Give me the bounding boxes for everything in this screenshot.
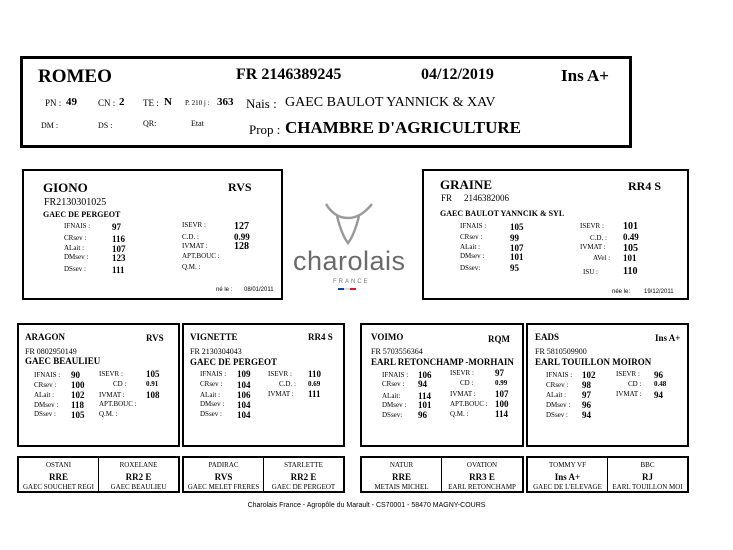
stat-label: ISEVR : — [99, 370, 123, 378]
stat-label: CD : — [628, 380, 642, 388]
stat-value: 118 — [71, 400, 85, 410]
stat-value: 97 — [495, 368, 504, 378]
stat-label: C.D. : — [182, 233, 199, 241]
stat-label: IFNAIS : — [34, 371, 61, 379]
sire-born: 08/01/2011 — [244, 287, 274, 293]
dam-stats — [424, 221, 687, 281]
ggp-code: RRE — [391, 472, 411, 482]
stat-value: 101 — [418, 400, 432, 410]
stat-value: 99 — [510, 233, 519, 243]
stat-label: APT.BOUC : — [450, 400, 488, 408]
grandparent-breeder: GAEC DE PERGEOT — [190, 357, 278, 367]
stat-value: 110 — [308, 369, 322, 379]
charolais-logo — [288, 196, 410, 296]
stat-value: 101 — [623, 253, 637, 263]
stat-value: 97 — [112, 222, 121, 232]
grandparent-grade: RVS — [146, 333, 164, 343]
stat-value: 109 — [237, 369, 251, 379]
grandparent-card-eads — [526, 323, 689, 447]
stat-value: 101 — [623, 221, 638, 232]
stat-value: 96 — [654, 370, 663, 380]
stat-label: IFNAIS : — [200, 370, 227, 378]
grandparent-name: ARAGON — [25, 332, 65, 342]
page-footer: Charolais France - Agropôle du Marault - CS70001 - 58470 MAGNY-COURS — [247, 502, 486, 509]
ggp-code: RVS — [214, 472, 233, 482]
great-grandparent-cell — [99, 458, 178, 491]
bull-head-icon — [288, 196, 410, 246]
stat-label: CRsev : — [382, 380, 405, 388]
stat-label: ALait : — [34, 391, 55, 399]
dam-grade: RR4 S — [628, 179, 662, 193]
logo-text: charolais — [293, 246, 406, 276]
stat-label: Q.M. : — [450, 410, 469, 418]
stat-value: 105 — [623, 243, 638, 254]
great-grandparent-cell — [19, 458, 99, 491]
p210-value: 363 — [217, 96, 234, 108]
ggp-code: RRE — [48, 472, 68, 482]
ds-label: DS : — [98, 121, 113, 130]
dm-label: DM : — [41, 121, 59, 130]
stat-label: CD : — [113, 380, 127, 388]
stat-label: ALait: — [382, 392, 401, 400]
grandparent-breeder: EARL RETONCHAMP -MORHAIN — [371, 357, 514, 367]
logo-subtext: FRANCE — [333, 279, 370, 285]
sire-born-label: né le : — [216, 287, 233, 293]
sire-card — [22, 169, 283, 300]
stat-value: 104 — [237, 380, 251, 390]
great-grandparents-group — [17, 456, 180, 493]
stat-label: ISU : — [583, 268, 598, 276]
ggp-owner: GAEC MELET FRERES — [187, 483, 260, 491]
stat-label: IVMAT : — [580, 243, 606, 251]
sire-id: FR2130301025 — [44, 197, 107, 208]
grandparent-name: EADS — [535, 332, 560, 342]
ggp-owner: GAEC DE L'ELEVAGE — [533, 483, 602, 491]
stat-label: ISEVR : — [450, 369, 474, 377]
stat-label: CRsev : — [34, 381, 57, 389]
grandparent-name: VIGNETTE — [190, 332, 238, 342]
grandparent-id: FR 2130304043 — [190, 347, 242, 356]
stat-value: 111 — [112, 265, 125, 275]
stat-value: 0.48 — [654, 380, 667, 388]
prop-value: CHAMBRE D'AGRICULTURE — [285, 118, 521, 137]
stat-label: C.D. : — [590, 234, 607, 242]
stat-label: APT.BOUC : — [99, 400, 137, 408]
ggp-owner: METAIS MICHEL — [374, 483, 429, 491]
stat-value: 94 — [418, 379, 427, 389]
stat-label: ALait : — [64, 244, 85, 252]
stat-value: 98 — [582, 380, 591, 390]
great-grandparent-cell — [264, 458, 343, 491]
ggp-name: ROXELANE — [119, 461, 158, 469]
ggp-name: PADIRAC — [208, 461, 239, 469]
stat-value: 106 — [237, 390, 251, 400]
ggp-code: RR2 E — [290, 472, 317, 482]
ggp-owner: EARL TOUILLON MOI — [612, 483, 683, 491]
stat-label: ALait : — [546, 391, 567, 399]
cn-value: 2 — [119, 96, 125, 108]
stat-label: CRsev : — [460, 233, 483, 241]
stat-value: 116 — [112, 234, 126, 244]
stat-label: IVMAT : — [450, 390, 476, 398]
great-grandparent-cell — [608, 458, 687, 491]
stat-label: DSsev : — [34, 410, 56, 418]
stat-value: 0.49 — [623, 232, 639, 242]
stat-value: 95 — [510, 263, 519, 273]
grandparent-breeder: GAEC BEAULIEU — [25, 356, 101, 366]
stat-value: 90 — [71, 370, 80, 380]
sire-grade: RVS — [228, 180, 252, 194]
stat-value: 107 — [112, 244, 126, 254]
grandparent-name: VOIMO — [371, 332, 404, 342]
stat-label: IFNAIS : — [546, 371, 573, 379]
grandparent-grade: RQM — [488, 334, 510, 344]
stat-value: 111 — [308, 389, 321, 399]
ggp-name: OSTANI — [45, 461, 72, 469]
stat-label: DMsev : — [64, 253, 89, 261]
grandparent-card-vignette — [182, 323, 345, 447]
ggp-name: BBC — [640, 461, 655, 469]
stat-value: 107 — [510, 243, 524, 253]
stat-label: Q.M. : — [182, 263, 201, 271]
stat-label: IFNAIS : — [382, 371, 409, 379]
ggp-code: RJ — [642, 472, 653, 482]
pn-label: PN : — [45, 98, 62, 108]
great-grandparents-group — [182, 456, 345, 493]
sire-name: GIONO — [43, 180, 88, 195]
stat-value: 0.91 — [146, 380, 159, 388]
ggp-owner: GAEC DE PERGEOT — [271, 483, 336, 491]
stat-label: IVMAT : — [616, 390, 642, 398]
animal-grade: Ins A+ — [561, 66, 609, 85]
stat-label: AVel : — [593, 254, 611, 262]
dam-id-prefix: FR — [441, 193, 453, 203]
ggp-code: RR3 E — [469, 472, 495, 482]
stat-label: ISEVR : — [580, 222, 604, 230]
stat-label: DMsev : — [460, 252, 485, 260]
etat-label: Etat — [191, 119, 204, 128]
animal-date: 04/12/2019 — [421, 66, 494, 83]
ggp-owner: GAEC SOUCHET REGI — [22, 483, 95, 491]
grandparent-id: FR 5703556364 — [371, 347, 423, 356]
stat-value: 128 — [234, 241, 249, 252]
stat-value: 104 — [237, 410, 251, 420]
pn-value: 49 — [66, 96, 77, 108]
stat-value: 114 — [418, 391, 432, 401]
stat-label: IVMAT : — [268, 390, 294, 398]
animal-id: FR 2146389245 — [236, 66, 342, 83]
great-grandparent-cell — [362, 458, 442, 491]
great-grandparents-group — [360, 456, 524, 493]
flag-stripe — [338, 288, 356, 290]
grandparent-id: FR 0802950149 — [25, 347, 77, 356]
stat-label: DMsev : — [546, 401, 571, 409]
dam-born: 19/12/2011 — [644, 289, 674, 295]
animal-name: ROMEO — [38, 66, 112, 87]
stat-label: ALait : — [460, 243, 481, 251]
nais-value: GAEC BAULOT YANNICK & XAV — [285, 95, 496, 110]
stat-value: 0.69 — [308, 380, 321, 388]
p210-label: P. 210 j : — [185, 99, 210, 107]
main-animal-card — [20, 56, 632, 148]
dam-card — [422, 169, 689, 300]
stat-value: 107 — [495, 389, 509, 399]
dam-name: GRAINE — [440, 177, 493, 192]
nais-label: Nais : — [246, 96, 277, 111]
ggp-name: NATUR — [389, 461, 414, 469]
stat-value: 96 — [418, 410, 427, 420]
stat-value: 110 — [623, 266, 638, 277]
stat-label: ISEVR : — [616, 370, 640, 378]
stat-value: 94 — [654, 390, 663, 400]
stat-label: DSsev : — [200, 410, 222, 418]
ggp-name: OVATION — [466, 461, 498, 469]
stat-label: DMsev : — [382, 401, 407, 409]
stat-label: IVMAT : — [99, 391, 125, 399]
stat-label: DSsev : — [64, 265, 86, 273]
ggp-code: Ins A+ — [554, 472, 581, 482]
great-grandparent-cell — [442, 458, 522, 491]
stat-value: 0.99 — [495, 379, 508, 387]
stat-value: 127 — [234, 221, 249, 232]
stat-value: 96 — [582, 400, 591, 410]
stat-value: 105 — [510, 222, 524, 232]
ggp-owner: EARL RETONCHAMP — [448, 483, 516, 491]
te-label: TE : — [143, 98, 159, 108]
stat-label: CD : — [460, 379, 474, 387]
ggp-name: STARLETTE — [284, 461, 323, 469]
stat-value: 97 — [582, 390, 591, 400]
grandparent-grade: RR4 S — [308, 332, 333, 342]
stat-label: CRsev : — [200, 380, 223, 388]
stat-label: IFNAIS : — [460, 222, 487, 230]
stat-label: C.D. : — [279, 380, 296, 388]
cn-label: CN : — [98, 98, 116, 108]
stat-value: 102 — [71, 390, 85, 400]
stat-label: DSsev: — [460, 264, 481, 272]
stat-label: APT.BOUC : — [182, 252, 220, 260]
stat-value: 105 — [146, 369, 160, 379]
stat-value: 106 — [418, 370, 432, 380]
dam-born-label: née le: — [612, 289, 631, 295]
great-grandparent-cell — [528, 458, 608, 491]
grandparent-grade: Ins A+ — [655, 333, 681, 343]
stat-value: 0.99 — [234, 232, 250, 242]
stat-label: DMsev : — [34, 401, 59, 409]
grandparent-card-voimo — [360, 323, 524, 447]
stat-label: DSsev: — [382, 411, 403, 419]
stat-label: CRsev : — [64, 234, 87, 242]
stat-value: 100 — [71, 380, 85, 390]
stat-value: 102 — [582, 370, 596, 380]
stat-value: 101 — [510, 252, 524, 262]
stat-label: DMsev : — [200, 400, 225, 408]
stat-label: ISEVR : — [182, 221, 206, 229]
ggp-code: RR2 E — [125, 472, 152, 482]
grandparent-id: FR 5810509900 — [535, 347, 587, 356]
dam-id: 2146382006 — [464, 193, 509, 203]
stat-value: 123 — [112, 253, 126, 263]
ggp-name: TOMMY VF — [548, 461, 587, 469]
sire-breeder: GAEC DE PERGEOT — [43, 210, 121, 219]
stat-label: DSsev : — [546, 411, 568, 419]
stat-label: IVMAT : — [182, 242, 208, 250]
ggp-owner: GAEC BEAULIEU — [110, 483, 167, 491]
stat-value: 104 — [237, 400, 251, 410]
great-grandparents-group — [526, 456, 689, 493]
stat-label: ISEVR : — [268, 370, 292, 378]
stat-value: 94 — [582, 410, 591, 420]
te-value: N — [164, 96, 172, 108]
grandparent-breeder: EARL TOUILLON MOIRON — [535, 357, 652, 367]
stat-label: CRsev : — [546, 381, 569, 389]
sire-stats — [24, 221, 281, 281]
stat-value: 114 — [495, 409, 509, 419]
stat-label: IFNAIS : — [64, 222, 91, 230]
stat-value: 100 — [495, 399, 509, 409]
qr-label: QR: — [143, 119, 157, 128]
grandparent-card-aragon — [17, 323, 180, 447]
stat-label: ALait : — [200, 391, 221, 399]
great-grandparent-cell — [184, 458, 264, 491]
prop-label: Prop : — [249, 122, 281, 137]
dam-breeder: GAEC BAULOT YANNCIK & SYL — [440, 209, 565, 218]
stat-value: 108 — [146, 390, 160, 400]
stat-value: 105 — [71, 410, 85, 420]
stat-label: Q.M. : — [99, 410, 118, 418]
